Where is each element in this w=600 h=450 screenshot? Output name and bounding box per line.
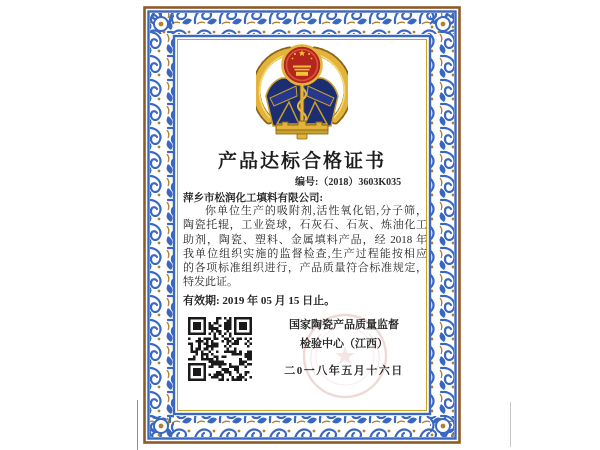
validity-line: 有效期: 2019 年 05 月 15 日止。 bbox=[183, 295, 336, 307]
certificate-number-value: （2018）3603K035 bbox=[318, 177, 402, 188]
body-line: 特发此证。 bbox=[183, 276, 238, 289]
body-line: 你单位生产的吸附剂,活性氧化铝,分子筛， bbox=[205, 205, 427, 217]
issuer-name-line2: 检验中心（江西） bbox=[300, 338, 388, 350]
certificate-body bbox=[183, 204, 427, 290]
quality-supervision-emblem-icon bbox=[256, 38, 348, 140]
body-line: 我单位组织实施的监督检查,生产过程能按相应 bbox=[183, 247, 427, 260]
certificate bbox=[143, 6, 461, 444]
certificate-title: 产品达标合格证书 bbox=[217, 151, 386, 172]
scan-edge-artifact-left bbox=[137, 400, 138, 450]
company-name: 萍乡市松润化工填料有限公司: bbox=[183, 193, 323, 204]
issue-date: 二0一八年五月十六日 bbox=[284, 365, 404, 377]
issuer-name-line1: 国家陶瓷产品质量监督 bbox=[289, 319, 399, 331]
body-line: 助剂，陶瓷、塑料、金属填料产品，经 2018 年 bbox=[183, 233, 427, 246]
certificate-number-label: 编号: bbox=[295, 177, 319, 188]
qr-code bbox=[188, 317, 252, 381]
certificate-number bbox=[295, 173, 401, 188]
body-line: 的各项标准组织进行，产品质量符合标准规定， bbox=[183, 262, 427, 275]
body-line: 陶瓷托辊，工业瓷球，石灰石、石灰、炼油化工 bbox=[183, 219, 427, 232]
issuer-block bbox=[255, 316, 433, 354]
scan-edge-artifact-right bbox=[510, 402, 511, 447]
